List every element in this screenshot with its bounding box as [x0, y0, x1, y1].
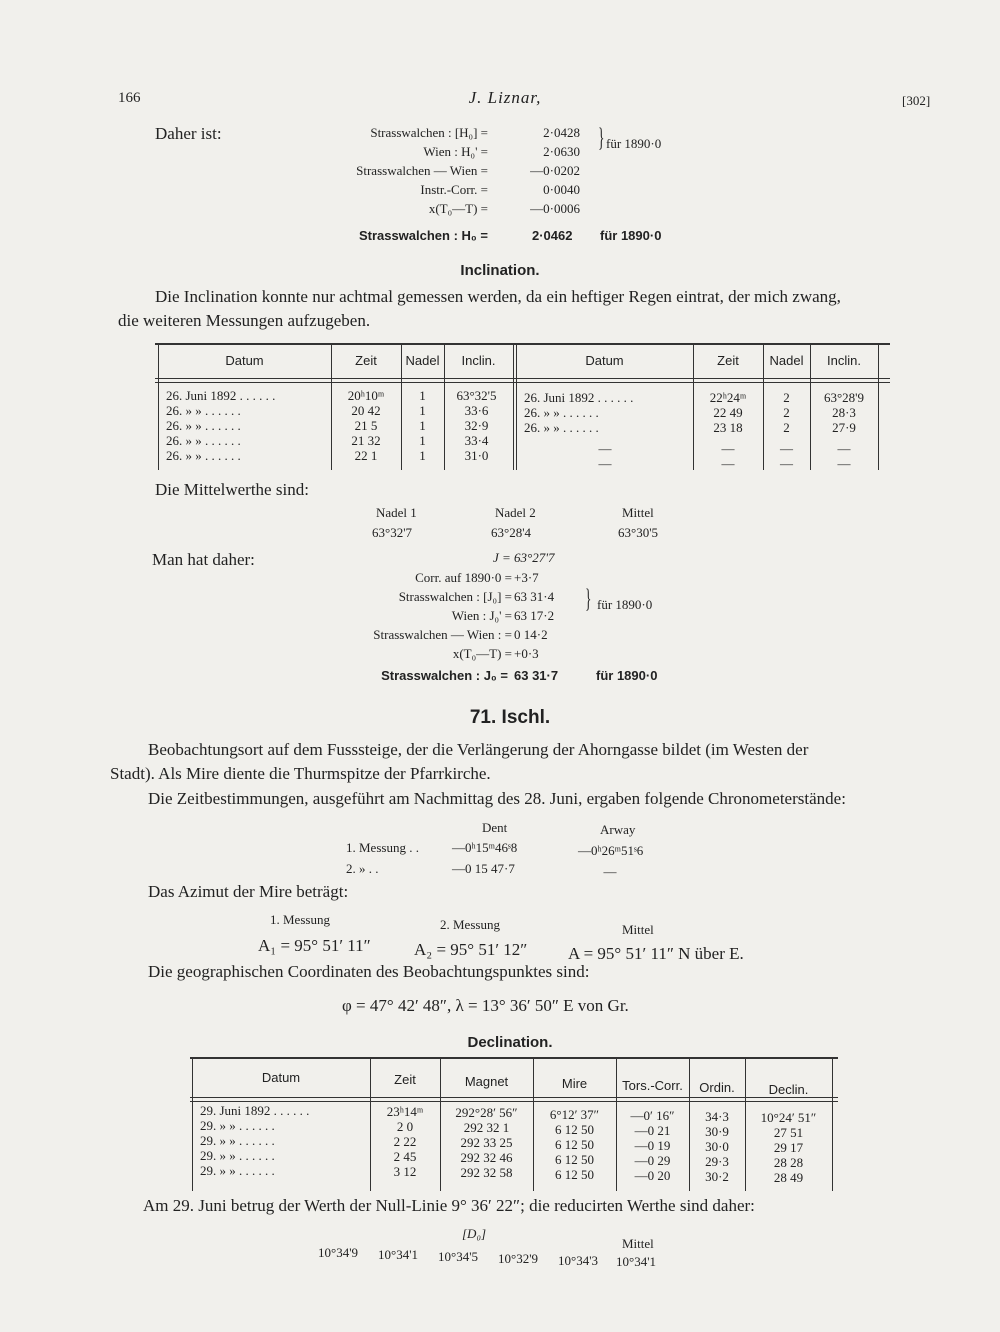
calc-value: 63 17·2	[514, 608, 555, 623]
calc-value: 2·0428	[543, 125, 580, 140]
mittel-intro: Die Mittelwerthe sind:	[155, 480, 309, 499]
calc-value: 63 31·4	[514, 589, 555, 604]
calc-value: —0·0202	[530, 163, 580, 178]
table-cell: 30·2	[705, 1169, 729, 1184]
table-header: Nadel	[769, 353, 804, 368]
table-header: Inclin.	[827, 353, 861, 368]
coords-intro: Die geographischen Coordinaten des Beobachtungspunktes sind:	[148, 962, 590, 981]
table-cell: 2 22	[393, 1134, 417, 1150]
calc-value: 0 14·2	[514, 627, 548, 642]
final-head-mittel: Mittel	[622, 1236, 654, 1251]
final-mittel-value: 10°34'1	[616, 1254, 657, 1269]
mittel-value: 63°32'7	[372, 525, 413, 540]
page-number: 166	[118, 90, 141, 106]
table-cell: 1	[419, 388, 426, 403]
azimut-value: A = 95° 51′ 11″ N über E.	[568, 944, 744, 963]
table-cell: 2	[783, 390, 790, 405]
page-reference: [302]	[902, 93, 931, 108]
chrono-dent: —0ʰ15ᵐ46ˢ8	[452, 840, 518, 855]
table-cell: —0 21	[634, 1122, 671, 1138]
table-cell: 26. » » . . . . . .	[166, 418, 241, 433]
j-line: J = 63°27'7	[493, 550, 555, 565]
table-cell: 20 42	[351, 403, 381, 418]
final-value: 10°32'9	[498, 1251, 539, 1266]
result-label: Strasswalchen : H₀ =	[358, 228, 488, 243]
table-header: Zeit	[394, 1072, 416, 1087]
table-cell: 2	[783, 405, 790, 420]
table-cell: 2 0	[396, 1119, 414, 1135]
incl-result-label: Strasswalchen : J₀ =	[381, 668, 508, 683]
calc-label: Strasswalchen : [H₀] =	[370, 125, 488, 140]
table-cell: 63°32'5	[456, 388, 497, 403]
table-cell: 28 28	[773, 1155, 804, 1171]
azimut-value: A₁ = 95° 51′ 11″	[258, 936, 371, 955]
man-hat-daher: Man hat daher:	[152, 550, 255, 569]
mittel-head: Mittel	[622, 505, 654, 520]
result-note: für 1890·0	[600, 228, 662, 243]
table-cell: —	[780, 441, 793, 456]
mittel-value: 63°28'4	[491, 525, 532, 540]
table-cell: 22ʰ24ᵐ	[709, 390, 747, 405]
calc-value: 2·0630	[543, 144, 580, 159]
ischl-paragraph-line2: Stadt). Als Mire diente die Thurmspitze der Pfarrkirche.	[110, 764, 491, 783]
chrono-label: 2. » . .	[346, 861, 379, 876]
table-header: Mire	[561, 1076, 588, 1091]
table-cell: 29. Juni 1892 . . . . . .	[200, 1103, 310, 1118]
ischl-paragraph-line1: Beobachtungsort auf dem Fusssteige, der die Verlängerung der Ahorngasse bildet (im Westen der	[148, 740, 809, 759]
table-cell: 6 12 50	[555, 1121, 594, 1137]
inclination-paragraph-line1: Die Inclination konnte nur achtmal gemessen werden, da ein heftiger Regen eintrat, der mich zwang,	[155, 287, 841, 306]
table-cell: —0 29	[634, 1152, 671, 1168]
table-cell: —0 20	[634, 1167, 671, 1183]
table-cell: 1	[419, 418, 426, 433]
table-cell: —	[598, 456, 612, 471]
table-cell: 27·9	[832, 420, 856, 435]
incl-result-note: für 1890·0	[596, 668, 658, 683]
intro-daher: Daher ist:	[155, 124, 222, 143]
table-cell: 23 18	[713, 420, 743, 435]
result-value: 2·0462	[532, 228, 573, 243]
running-header-author: J. Liznar,	[468, 88, 542, 107]
chrono-head-arway: Arway	[600, 822, 636, 837]
table-cell: 6 12 50	[555, 1166, 594, 1182]
calc-label: x(T₀—T) =	[452, 646, 512, 661]
calc-label: Wien : J₀' =	[451, 608, 512, 623]
table-cell: —0′ 16″	[630, 1107, 675, 1123]
table-cell: 1	[419, 433, 426, 448]
table-cell: 26. » » . . . . . .	[166, 433, 241, 448]
table-cell: 26. » » . . . . . .	[524, 405, 599, 420]
table-cell: 28 49	[773, 1170, 804, 1186]
table-cell: —0 19	[634, 1137, 671, 1153]
table-header: Ordin.	[699, 1080, 735, 1095]
table-cell: 20ʰ10ᵐ	[347, 388, 385, 403]
table-cell: 22 49	[713, 405, 743, 420]
chrono-dent: —0 15 47·7	[452, 861, 515, 876]
calc-value: +0·3	[514, 646, 539, 661]
table-cell: 29. » » . . . . . .	[200, 1148, 275, 1163]
table-cell: 292 32 1	[463, 1120, 510, 1136]
table-header: Datum	[225, 353, 264, 368]
table-header: Declin.	[768, 1082, 809, 1097]
table-cell: 30·0	[705, 1139, 729, 1154]
calc-label: x(T₀—T) =	[428, 201, 488, 216]
table-cell: 292 33 25	[460, 1135, 513, 1151]
incl-result-value: 63 31·7	[514, 668, 559, 683]
table-cell: 26. » » . . . . . .	[166, 403, 241, 418]
table-cell: 21 32	[351, 433, 381, 448]
calc-value: +3·7	[514, 570, 539, 585]
table-cell: —	[837, 456, 851, 471]
table-cell: 292 32 46	[460, 1150, 513, 1166]
declination-closing: Am 29. Juni betrug der Werth der Null-Linie 9° 36′ 22″; die reducirten Werthe sind daher:	[143, 1196, 755, 1215]
azimut-intro: Das Azimut der Mire beträgt:	[148, 882, 349, 901]
coordinates-value: φ = 47° 42′ 48″, λ = 13° 36′ 50″ E von Gr.	[342, 996, 629, 1015]
table-cell: 29. » » . . . . . .	[200, 1163, 275, 1178]
table-cell: 33·6	[464, 403, 489, 418]
calc-label: Strasswalchen — Wien =	[356, 163, 488, 178]
table-cell: —	[837, 441, 851, 456]
table-cell: 63°28'9	[823, 390, 865, 405]
table-cell: 292 32 58	[460, 1165, 513, 1181]
table-cell: 30·9	[705, 1124, 729, 1139]
table-header: Magnet	[464, 1074, 509, 1089]
azimut-value: A₂ = 95° 51′ 12″	[414, 940, 528, 959]
azimut-head: 2. Messung	[440, 917, 500, 932]
section-heading-ischl: 71. Ischl.	[469, 707, 551, 728]
section-heading-inclination: Inclination.	[460, 262, 540, 279]
calc-label: Instr.-Corr. =	[420, 182, 488, 197]
table-cell: —	[780, 456, 793, 471]
calc-value: 0·0040	[543, 182, 580, 197]
table-header: Inclin.	[461, 353, 496, 368]
calc-label: Strasswalchen — Wien : =	[373, 627, 512, 642]
table-cell: 2 45	[393, 1149, 417, 1165]
final-value: 10°34'3	[558, 1253, 599, 1268]
table-header: Tors.-Corr.	[622, 1078, 683, 1093]
table-cell: —	[721, 456, 735, 471]
table-cell: —	[721, 441, 735, 456]
table-cell: 23ʰ14ᵐ	[386, 1104, 424, 1120]
table-cell: 21 5	[354, 418, 378, 433]
azimut-head: Mittel	[622, 922, 654, 937]
table-cell: 22 1	[354, 448, 378, 463]
ischl-paragraph-2: Die Zeitbestimmungen, ausgeführt am Nachmittag des 28. Juni, ergaben folgende Chronometerstände:	[148, 789, 846, 808]
chrono-head-dent: Dent	[482, 820, 508, 835]
final-head-d0: [D₀]	[462, 1226, 487, 1241]
table-cell: 29. » » . . . . . .	[200, 1118, 275, 1133]
final-value: 10°34'5	[438, 1249, 479, 1264]
mittel-head: Nadel 1	[376, 505, 417, 520]
table-cell: 27 51	[773, 1125, 804, 1141]
final-value: 10°34'9	[318, 1245, 359, 1260]
table-cell: 3 12	[393, 1164, 417, 1180]
brace-icon: }	[598, 123, 605, 152]
table-cell: 6 12 50	[555, 1151, 594, 1167]
table-cell: 26. » » . . . . . .	[166, 448, 241, 463]
table-header: Datum	[585, 353, 624, 368]
table-cell: 2	[783, 420, 790, 435]
brace-icon-2: }	[585, 584, 592, 613]
table-cell: 6°12′ 37″	[549, 1106, 600, 1122]
table-cell: 1	[419, 403, 426, 418]
final-value: 10°34'1	[378, 1247, 419, 1262]
azimut-head: 1. Messung	[270, 912, 330, 927]
mittel-value: 63°30'5	[618, 525, 659, 540]
inclination-paragraph-line2: die weiteren Messungen aufzugeben.	[118, 311, 371, 330]
table-cell: 29·3	[705, 1154, 729, 1169]
calc-label: Strasswalchen : [J₀] =	[398, 589, 512, 604]
table-cell: 6 12 50	[555, 1136, 594, 1152]
section-heading-declination: Declination.	[467, 1034, 553, 1051]
table-cell: 33·4	[464, 433, 489, 448]
table-cell: 26. Juni 1892 . . . . . .	[524, 390, 634, 405]
table-cell: 26. » » . . . . . .	[524, 420, 599, 435]
table-cell: 26. Juni 1892 . . . . . .	[166, 388, 276, 403]
table-header: Datum	[261, 1070, 301, 1085]
table-cell: 1	[419, 448, 426, 463]
calc-label: Wien : H₀' =	[423, 144, 488, 159]
chrono-arway: —	[603, 864, 617, 879]
mittel-head: Nadel 2	[495, 505, 536, 520]
calc-label: Corr. auf 1890·0 =	[415, 570, 512, 585]
table-cell: 32·9	[464, 418, 489, 433]
table-cell: 28·3	[832, 405, 856, 420]
brace-note: für 1890·0	[606, 136, 662, 151]
chrono-label: 1. Messung . .	[346, 840, 419, 855]
table-cell: 292°28′ 56″	[455, 1105, 518, 1121]
table-cell: 31·0	[464, 448, 489, 463]
table-cell: 29 17	[773, 1140, 804, 1156]
table-header: Zeit	[355, 353, 377, 368]
calc-value: —0·0006	[530, 201, 580, 216]
table-header: Nadel	[405, 353, 440, 368]
brace-note-2: für 1890·0	[597, 597, 653, 612]
table-cell: 10°24′ 51″	[760, 1110, 817, 1126]
table-header: Zeit	[717, 353, 739, 368]
table-cell: 34·3	[705, 1109, 729, 1124]
table-cell: —	[598, 441, 612, 456]
table-cell: 29. » » . . . . . .	[200, 1133, 275, 1148]
chrono-arway: —0ʰ26ᵐ51ˢ6	[578, 843, 644, 858]
